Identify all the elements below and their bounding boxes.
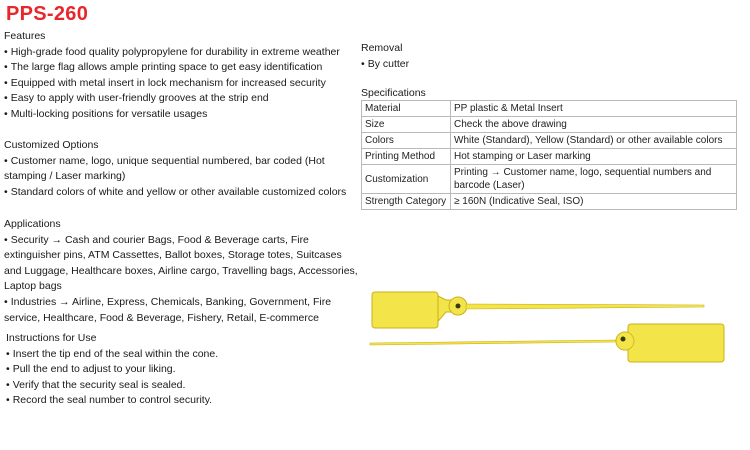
- application-item: • Industries → Airline, Express, Chemicals, Banking, Government, Fire service, Healthcare, Food & Beverage, Fishery, Retail, E-commerce: [4, 295, 360, 326]
- specifications-heading: Specifications: [361, 87, 426, 99]
- feature-item: • Easy to apply with user-friendly grooves at the strip end: [4, 91, 360, 107]
- applications-section: [4, 217, 360, 326]
- instructions-heading: Instructions for Use: [6, 332, 97, 344]
- spec-value: ≥ 160N (Indicative Seal, ISO): [451, 194, 737, 210]
- spec-label: Material: [362, 101, 451, 117]
- customized-option-item: • Standard colors of white and yellow or other available customized colors: [4, 185, 360, 201]
- seal-top-image: [372, 292, 704, 328]
- spec-label: Strength Category: [362, 194, 451, 210]
- features-section: [4, 29, 360, 123]
- instruction-item: • Record the seal number to control security.: [6, 393, 362, 409]
- applications-heading: Applications: [4, 218, 61, 230]
- features-heading: Features: [4, 30, 46, 42]
- spec-value: Printing → Customer name, logo, sequential numbers and barcode (Laser): [451, 165, 737, 194]
- spec-label: Colors: [362, 133, 451, 149]
- spec-value: Check the above drawing: [451, 117, 737, 133]
- product-title: PPS-260: [6, 3, 89, 25]
- spec-value: PP plastic & Metal Insert: [451, 101, 737, 117]
- security-seal-illustration: [366, 284, 736, 374]
- specifications-table: [361, 100, 737, 210]
- feature-item: • The large flag allows ample printing space to get easy identification: [4, 60, 360, 76]
- feature-item: • Equipped with metal insert in lock mechanism for increased security: [4, 76, 360, 92]
- feature-item: • High-grade food quality polypropylene for durability in extreme weather: [4, 45, 360, 61]
- spec-label: Printing Method: [362, 149, 451, 165]
- spec-row: [362, 149, 737, 165]
- spec-label: Customization: [362, 165, 451, 194]
- spec-row: [362, 133, 737, 149]
- customized-options-heading: Customized Options: [4, 139, 99, 151]
- removal-heading: Removal: [361, 42, 403, 54]
- application-item: • Security → Cash and courier Bags, Food & Beverage carts, Fire extinguisher pins, ATM Cassettes, Ballot boxes, Storage totes, Suitcases and Luggage, Healthcare boxes, Airline cargo, Travelling bags, Accessories, Laptop bags: [4, 233, 360, 295]
- customized-options-section: [4, 138, 360, 200]
- feature-item: • Multi-locking positions for versatile usages: [4, 107, 360, 123]
- spec-row: [362, 117, 737, 133]
- removal-item: • By cutter: [361, 57, 738, 73]
- instructions-section: [6, 331, 362, 409]
- spec-label: Size: [362, 117, 451, 133]
- spec-row: [362, 165, 737, 194]
- spec-value: White (Standard), Yellow (Standard) or other available colors: [451, 133, 737, 149]
- spec-value: Hot stamping or Laser marking: [451, 149, 737, 165]
- customized-option-item: • Customer name, logo, unique sequential numbered, bar coded (Hot stamping / Laser marking): [4, 154, 360, 185]
- spec-row: [362, 194, 737, 210]
- seal-bottom-image: [370, 324, 724, 362]
- instruction-item: • Insert the tip end of the seal within the cone.: [6, 347, 362, 363]
- instruction-item: • Pull the end to adjust to your liking.: [6, 362, 362, 378]
- instruction-item: • Verify that the security seal is sealed.: [6, 378, 362, 394]
- spec-row: [362, 101, 737, 117]
- removal-section: [361, 41, 738, 72]
